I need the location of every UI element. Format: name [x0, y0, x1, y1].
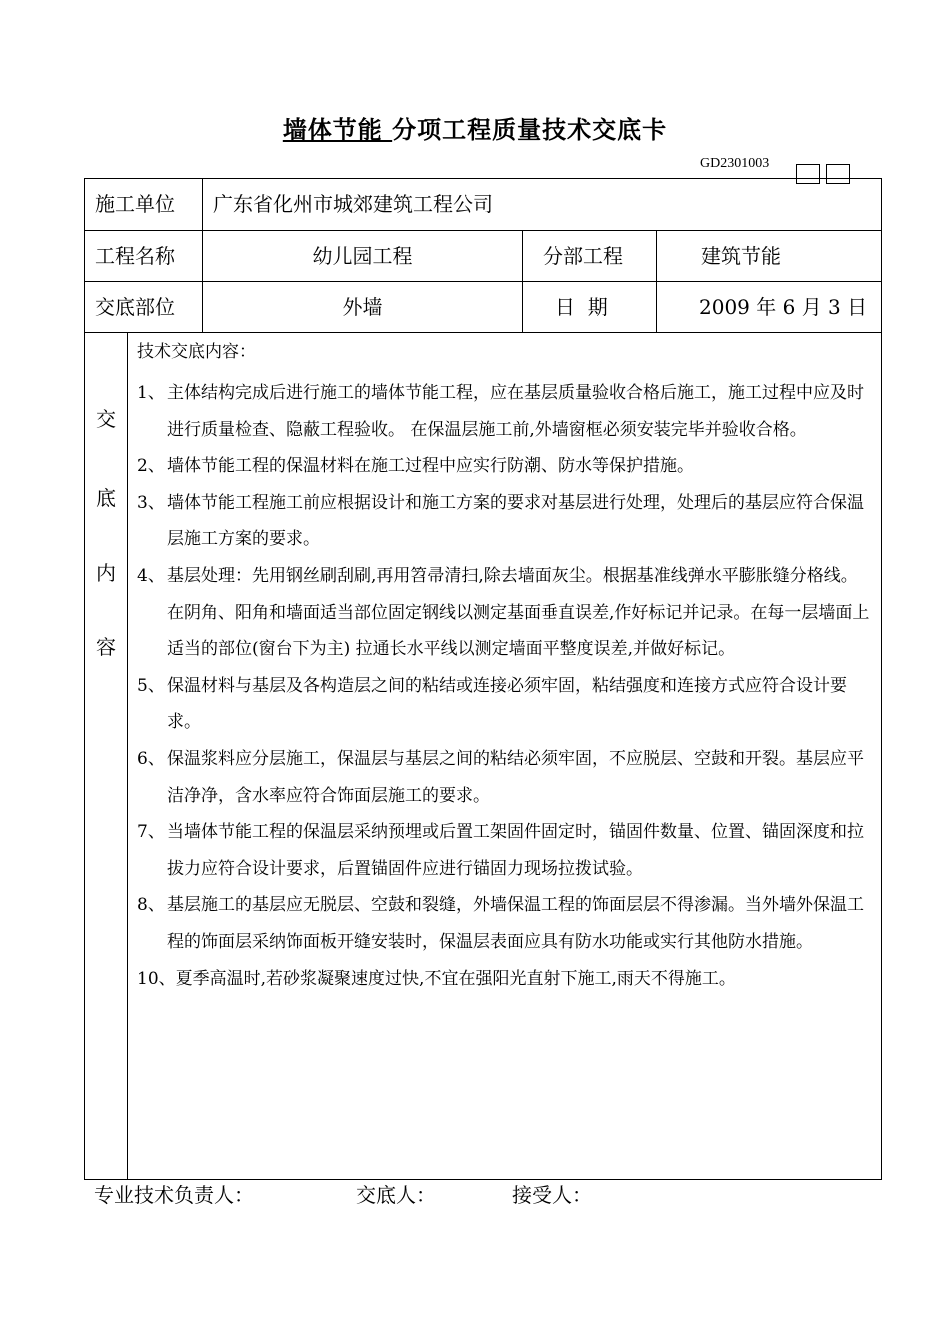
disclosure-table: [84, 178, 882, 1180]
item-text: 墙体节能工程的保温材料在施工过程中应实行防潮、防水等保护措施。: [167, 456, 694, 477]
list-item: [137, 558, 873, 668]
date-value: 2009 年 6 月 3 日: [699, 295, 868, 319]
item-number: 4、: [137, 565, 165, 586]
project-value: 幼儿园工程: [312, 244, 413, 268]
document-title: [0, 110, 950, 145]
location-value: 外墙: [342, 295, 383, 319]
col-divider: [127, 332, 128, 1179]
unit-label: 施工单位: [95, 192, 175, 216]
item-text: 当墙体节能工程的保温层采纳预埋或后置工架固件固定时，锚固件数量、位置、锚固深度和拉拔力应符合设计要求，后置锚固件应进行锚固力现场拉拨试验。: [167, 822, 864, 879]
item-text: 基层处理：先用钢丝刷刮刷,再用笤帚清扫,除去墙面灰尘。根据基准线弹水平膨胀缝分格线。在阴角、阳角和墙面适当部位固定钢线以测定基面垂直误差,作好标记并记录。在每一层墙面上适当的部位(窗台下为主) 拉通长水平线以测定墙面平整度误差,并做好标记。: [167, 565, 870, 660]
document-code: GD2301003: [700, 156, 770, 171]
item-text: 墙体节能工程施工前应根据设计和施工方案的要求对基层进行处理，处理后的基层应符合保温层施工方案的要求。: [167, 492, 864, 550]
list-item: [137, 448, 873, 485]
side-label-char: 容: [96, 635, 116, 659]
item-number: 5、: [137, 675, 165, 696]
item-text: 夏季高温时,若砂浆凝聚速度过快,不宜在强阳光直射下施工,雨天不得施工。: [175, 968, 736, 989]
disclosure-content: [137, 337, 873, 997]
item-number: 1、: [137, 383, 165, 403]
list-item: [137, 741, 873, 814]
list-item: [137, 485, 873, 558]
list-item: [137, 814, 873, 887]
list-item: [137, 887, 873, 960]
title-rest: 分项工程质量技术交底卡: [392, 116, 668, 144]
item-number: 8、: [137, 895, 165, 916]
location-label: 交底部位: [95, 295, 175, 319]
item-text: 主体结构完成后进行施工的墙体节能工程，应在基层质量验收合格后施工，施工过程中应及时进行质量检查、隐蔽工程验收。 在保温层施工前,外墙窗框必须安装完毕并验收合格。: [167, 383, 864, 440]
project-label: 工程名称: [95, 244, 175, 268]
division-value: 建筑节能: [701, 244, 781, 268]
col-divider: [656, 230, 657, 332]
list-item: [137, 668, 873, 741]
item-text: 保温浆料应分层施工，保温层与基层之间的粘结必须牢固，不应脱层、空鼓和开裂。基层应平洁净净，含水率应符合饰面层施工的要求。: [167, 748, 864, 806]
division-label: 分部工程: [543, 244, 623, 268]
item-number: 7、: [137, 822, 165, 843]
unit-value: 广东省化州市城郊建筑工程公司: [213, 192, 493, 216]
col-divider: [522, 230, 523, 332]
row-divider: [85, 332, 881, 333]
item-number: 10、: [137, 968, 176, 989]
item-text: 保温材料与基层及各构造层之间的粘结或连接必须牢固，粘结强度和连接方式应符合设计要求。: [167, 675, 847, 733]
item-number: 6、: [137, 748, 165, 769]
content-heading: 技术交底内容：: [137, 342, 256, 362]
footer-tech-lead: 专业技术负责人：: [94, 1183, 254, 1207]
side-label-char: 交: [96, 407, 116, 431]
footer-presenter: 交底人：: [356, 1183, 436, 1207]
item-number: 3、: [137, 492, 165, 513]
list-item: [137, 375, 873, 448]
title-underlined: 墙体节能: [282, 116, 393, 144]
item-text: 基层施工的基层应无脱层、空鼓和裂缝，外墙保温工程的饰面层层不得渗漏。当外墙外保温工程的饰面层采纳饰面板开缝安装时，保温层表面应具有防水功能或实行其他防水措施。: [167, 895, 864, 952]
list-item: [137, 961, 873, 998]
side-label-char: 底: [96, 486, 116, 510]
date-label: 日 期: [555, 295, 608, 319]
footer-receiver: 接受人：: [512, 1183, 592, 1207]
side-label-char: 内: [96, 561, 116, 585]
item-number: 2、: [137, 456, 165, 477]
